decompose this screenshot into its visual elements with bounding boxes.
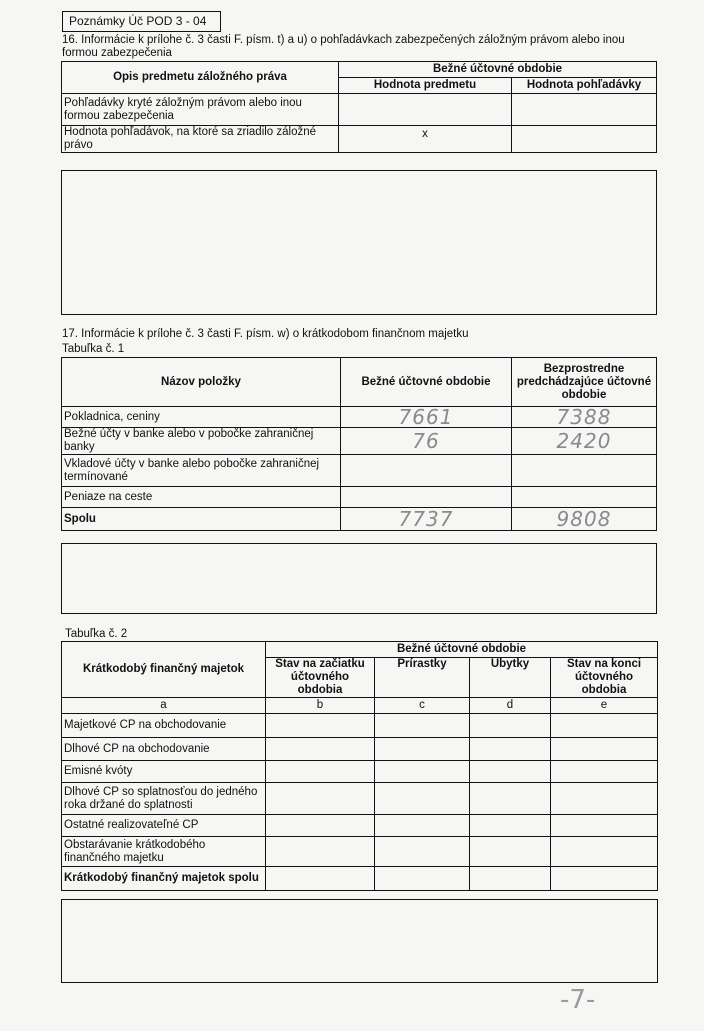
col-header-previous-period: Bezprostredne predchádzajúce účtovné obdobie [512, 358, 657, 407]
table-row [62, 126, 657, 153]
column-letter: c [375, 698, 470, 714]
row-label: Ostatné realizovateľné CP [62, 815, 266, 837]
col-header-current-period: Bežné účtovné obdobie [266, 642, 658, 658]
previous-value-cell: 7388 [512, 407, 657, 428]
table-row [62, 738, 658, 761]
column-letter: e [551, 698, 658, 714]
row-label: Hodnota pohľadávok, na ktoré sa zriadilo záložné právo [62, 126, 339, 153]
table-row [62, 487, 657, 508]
table-row [62, 837, 658, 867]
current-value-cell [341, 487, 512, 508]
col-header-asset: Krátkodobý finančný majetok [62, 642, 266, 698]
table-row-total [62, 508, 657, 531]
table-1-notes-box [61, 543, 657, 614]
pledge-table [61, 61, 657, 153]
row-label: Pokladnica, ceniny [62, 407, 341, 428]
section-17-title: 17. Informácie k prílohe č. 3 časti F. písm. w) o krátkodobom finančnom majetku [62, 328, 469, 340]
claim-value-cell [512, 94, 657, 126]
claim-value-cell [512, 126, 657, 153]
col-header-description: Opis predmetu záložného práva [62, 62, 339, 94]
previous-value-cell: 2420 [512, 428, 657, 455]
row-label: Emisné kvóty [62, 761, 266, 783]
col-header-item-name: Názov položky [62, 358, 341, 407]
table-row [62, 714, 658, 738]
page-number: -7- [560, 985, 596, 1015]
row-label: Spolu [62, 508, 341, 531]
row-label: Vkladové účty v banke alebo pobočke zahraničnej termínované [62, 455, 341, 487]
form-code-badge: Poznámky Úč POD 3 - 04 [62, 11, 221, 32]
current-value-cell [341, 455, 512, 487]
col-header-closing-balance: Stav na konci účtovného obdobia [551, 658, 658, 698]
row-label: Dlhové CP so splatnosťou do jedného roka držané do splatnosti [62, 783, 266, 815]
row-label: Majetkové CP na obchodovanie [62, 714, 266, 738]
col-header-current-period: Bežné účtovné obdobie [339, 62, 657, 78]
col-header-disposals: Úbytky [470, 658, 551, 698]
row-label: Obstarávanie krátkodobého finančného majetku [62, 837, 266, 867]
row-label: Dlhové CP na obchodovanie [62, 738, 266, 761]
row-label: Bežné účty v banke alebo v pobočke zahraničnej banky [62, 428, 341, 455]
table-row [62, 815, 658, 837]
row-label: Krátkodobý finančný majetok spolu [62, 867, 266, 891]
previous-value-cell [512, 455, 657, 487]
col-header-additions: Prírastky [375, 658, 470, 698]
col-header-opening-balance: Stav na začiatku účtovného obdobia [266, 658, 375, 698]
subject-value-cell: x [339, 126, 512, 153]
short-term-assets-table-2 [61, 641, 658, 891]
subject-value-cell [339, 94, 512, 126]
row-label: Peniaze na ceste [62, 487, 341, 508]
column-letter: d [470, 698, 551, 714]
col-header-claim-value: Hodnota pohľadávky [512, 78, 657, 94]
column-letter: b [266, 698, 375, 714]
table-1-caption: Tabuľka č. 1 [62, 343, 125, 355]
table-row [62, 94, 657, 126]
section-16-notes-box [61, 170, 657, 315]
table-2-caption: Tabuľka č. 2 [65, 628, 128, 640]
table-row [62, 761, 658, 783]
short-term-assets-table-1 [61, 357, 657, 531]
col-header-current-period: Bežné účtovné obdobie [341, 358, 512, 407]
table-row [62, 455, 657, 487]
section-16-title: 16. Informácie k prílohe č. 3 časti F. písm. t) a u) o pohľadávkach zabezpečených záložným právom alebo inou formou zabezpečenia [62, 34, 625, 59]
column-letter-row [62, 698, 658, 714]
table-row [62, 407, 657, 428]
previous-value-cell: 9808 [512, 508, 657, 531]
current-value-cell: 7661 [341, 407, 512, 428]
table-row [62, 783, 658, 815]
col-header-subject-value: Hodnota predmetu [339, 78, 512, 94]
current-value-cell: 76 [341, 428, 512, 455]
previous-value-cell [512, 487, 657, 508]
row-label: Pohľadávky kryté záložným právom alebo inou formou zabezpečenia [62, 94, 339, 126]
table-row-total [62, 867, 658, 891]
table-2-notes-box [61, 899, 658, 983]
current-value-cell: 7737 [341, 508, 512, 531]
table-row [62, 428, 657, 455]
column-letter: a [62, 698, 266, 714]
